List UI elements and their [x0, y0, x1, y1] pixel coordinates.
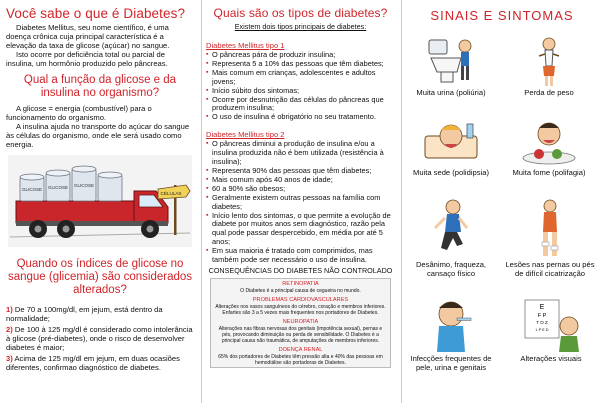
list-item: ▪ O uso de insulina é obrigatório no seu tratamento.	[206, 113, 395, 122]
thirsty-person-icon	[419, 118, 483, 168]
subtitle-two-types: Existem dois tipos principais de diabetes:	[234, 22, 367, 31]
list-item: ▪ Ocorre por desnutrição das células do pâncreas que produzem insulina;	[206, 96, 395, 114]
title-what-is-diabetes: Você sabe o que é Diabetes?	[6, 6, 186, 21]
toilet-icon	[421, 36, 481, 88]
thin-person-icon	[519, 36, 579, 88]
heading-type-2: Diabetes Mellitus tipo 2	[206, 130, 285, 140]
symptom-weight-loss: Perda de peso	[506, 36, 592, 97]
title-diabetes-types: Quais são os tipos de diabetes?	[213, 6, 388, 20]
paragraph-cause: Isto ocorre por deficiência total ou parcial de insulina, um hormônio produzido pelo pâncreas.	[6, 50, 168, 68]
complication-title: RETINOPATIA	[282, 280, 319, 287]
injured-legs-icon	[525, 198, 575, 260]
paragraph-definition: Diabetes Mellitus, seu nome científico, é uma doença crônica cuja principal característica é a elevação da taxa de glicose (açúcar) no sangue.	[6, 23, 170, 50]
glucose-range-item: 1) De 70 a 100mg/dl, em jejum, está dentro da normalidade;	[6, 305, 163, 323]
complication-title: NEUROPATIA	[282, 318, 319, 325]
eye-chart-icon	[519, 296, 583, 354]
heading-type-1: Diabetes Mellitus tipo 1	[206, 41, 285, 50]
title-signs-symptoms: SINAIS E SINTOMAS	[430, 8, 574, 23]
heading-consequences: CONSEQUÊNCIAS DO DIABETES NÃO CONTROLADO	[208, 265, 393, 275]
heading-glucose-insulin-function: Qual a função da glicose e da insulina no organismo?	[23, 74, 177, 99]
eye-chart-row: L P E D	[535, 328, 549, 332]
list-item: ▪ Início súbito dos sintomas;	[206, 87, 395, 96]
paragraph-insulin-role: A insulina ajuda no transporte do açúcar do sangue às células do organismo, onde ele será usado como energia.	[6, 122, 190, 149]
list-item: ▪ O pâncreas pára de produzir insulina;	[206, 51, 395, 60]
list-item: ▪ 60 a 90% são obesos;	[206, 185, 395, 194]
column-signs-symptoms	[401, 0, 600, 403]
type-2-list	[206, 140, 395, 265]
list-item: ▪ Geralmente existem outras pessoas na família com diabetes;	[206, 194, 395, 212]
complication-text: O Diabetes é a principal causa de cegueira no mundo.	[240, 287, 361, 294]
symptom-polydipsia: Muita sede (polidipsia)	[408, 118, 494, 177]
barrel-label-1: GLICOSE	[21, 187, 43, 192]
glucose-truck-illustration	[8, 155, 194, 252]
complication-text: 65% dos portadores de Diabetes têm pressão alta e 40% das pessoas em hemodiálise são portadoras de Diabetes.	[218, 353, 383, 366]
symptom-fatigue: Desânimo, fraqueza, cansaço físico	[406, 198, 496, 278]
eye-chart-row: F P	[537, 313, 547, 319]
complication-title: DOENÇA RENAL	[278, 346, 323, 353]
heading-abnormal-glucose: Quando os índices de glicose no sangue (glicemia) são considerados alterados?	[7, 258, 193, 296]
barrel-label-2: GLICOSE	[47, 185, 69, 190]
barrel-label-3: GLICOSE	[73, 183, 95, 188]
tired-person-icon	[423, 198, 479, 260]
symptom-vision-changes: E F P T O Z L P E D Alterações visuais	[506, 296, 596, 363]
complication-text: Alterações nas fibras nervosas dos genitais (impotência sexual), pernas e pés, provocando diminuição ou perda de sensibilidade. O Diabetes é a principal causa não traumática, de amputações de membros inferiores.	[218, 325, 383, 344]
list-item: ▪ Em sua maioria é tratado com comprimidos, mas também pode ser necessário o uso de insulina.	[206, 247, 395, 265]
list-item: ▪ Representa 5 a 10% das pessoas que têm diabetes;	[206, 60, 395, 69]
symptom-polyphagia: Muita fome (polifagia)	[506, 118, 592, 177]
symptom-slow-healing: Lesões nas pernas ou pés de difícil cicatrização	[502, 198, 598, 278]
eye-chart-row: T O Z	[536, 320, 548, 325]
symptom-infections: Infecções frequentes de pele, urina e genitais	[406, 296, 496, 372]
column-what-is-diabetes	[0, 0, 198, 403]
paragraph-glucose-energy: A glicose = energia (combustível) para o funcionamento do organismo.	[6, 104, 152, 122]
list-item: ▪ Representa 90% das pessoas que têm diabetes;	[206, 167, 395, 176]
list-item: ▪ O pâncreas diminui a produção de insulina e/ou a insulina produzida não é bem utilizada (resistência à insulina);	[206, 140, 395, 167]
glucose-range-item: 3) Acima de 125 mg/dl em jejum, em duas ocasiões diferentes, confirmao diagnóstico de diabetes.	[6, 354, 180, 372]
list-item: ▪ Mais comum em crianças, adolescentes e adultos jovens;	[206, 69, 395, 87]
list-item: ▪ Mais comum após 40 anos de idade;	[206, 176, 395, 185]
sign-cells-label: CÉLULAS	[160, 191, 182, 196]
type-1-list	[206, 51, 395, 122]
complication-title: PROBLEMAS CARDIOVASCULARES	[252, 296, 349, 303]
complications-box	[210, 278, 391, 368]
column-diabetes-types	[201, 0, 399, 403]
sick-person-icon	[423, 296, 479, 354]
complication-text: Alterações nos vasos sanguíneos do cérebro, coração e membros inferiores. Enfartes são 3 a 5 vezes mais frequentes nos portadores de Diabetes.	[215, 303, 386, 316]
symptom-polyuria: Muita urina (poliúria)	[408, 36, 494, 97]
hungry-person-icon	[517, 118, 581, 168]
glucose-ranges-list	[6, 305, 194, 372]
list-item: ▪ Início lento dos sintomas, o que permite a evolução de diabete por muitos anos sem diagnóstico, razão pela qual pode passar despercebido, em média por até 5 anos;	[206, 212, 395, 248]
eye-chart-row: E	[539, 304, 545, 311]
glucose-range-item: 2) De 100 à 125 mg/dl é considerado como intolerância à glicose (pré-diabetes), onde o risco de desenvolver diabetes é maior;	[6, 325, 193, 352]
